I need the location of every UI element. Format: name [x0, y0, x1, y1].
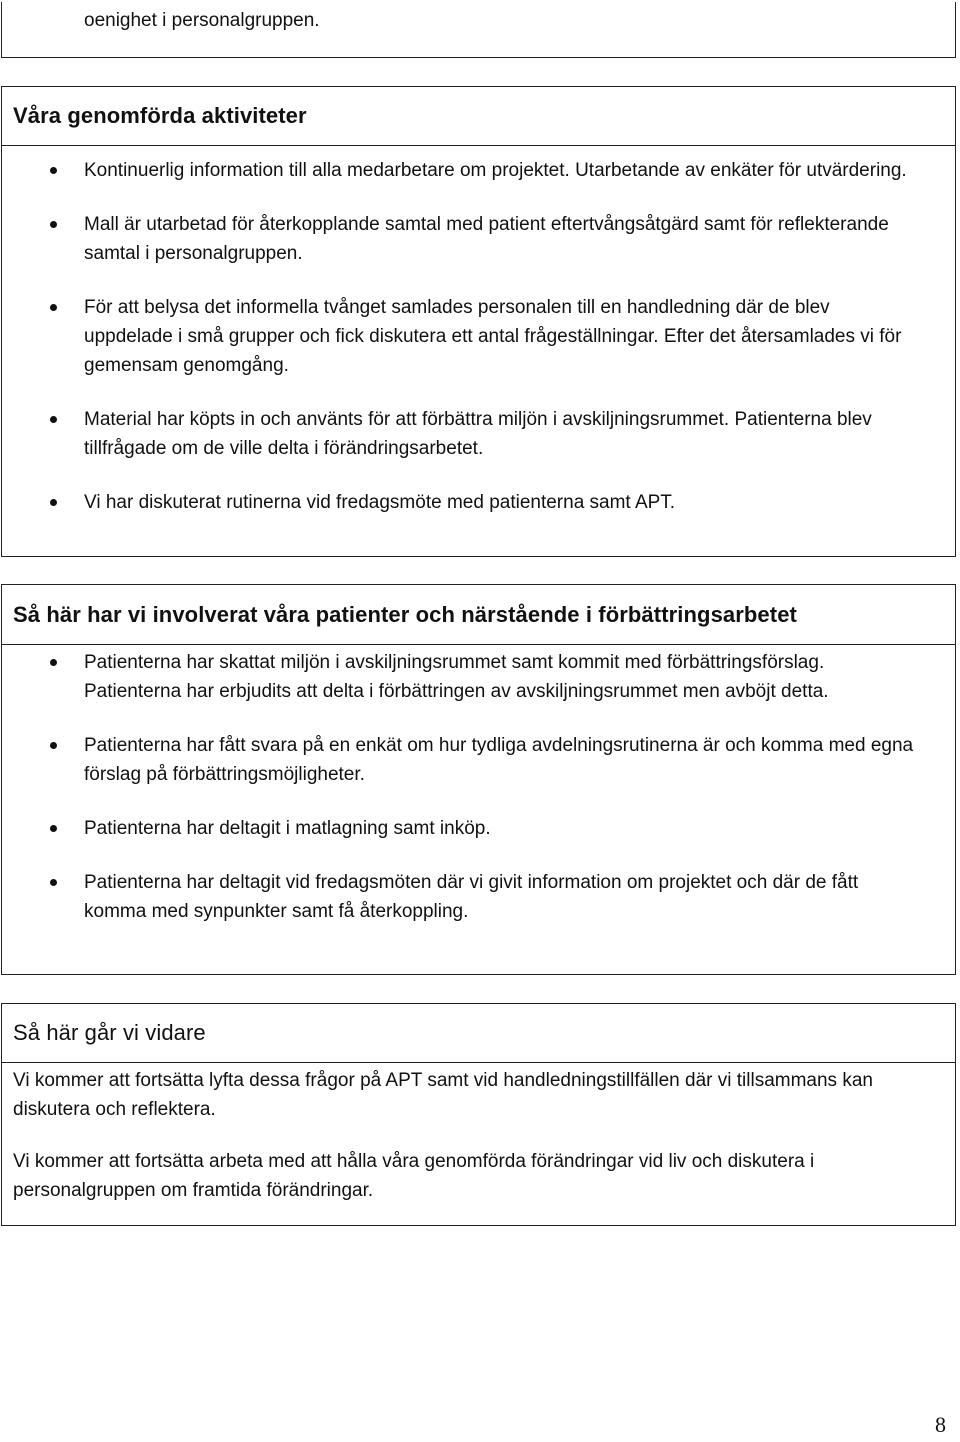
paragraph: Vi kommer att fortsätta arbeta med att hålla våra genomförda förändringar vid liv och diskutera i personalgruppen om framtida förändringar. — [13, 1151, 815, 1201]
top-fragment-text: oenighet i personalgruppen. — [84, 10, 320, 31]
list-item: Vi har diskuterat rutinerna vid fredagsmöte med patienterna samt APT. — [2, 488, 955, 517]
section-next-header — [2, 1004, 955, 1063]
page-number: 8 — [935, 1412, 946, 1437]
section-activities-title: Våra genomförda aktiviteter — [13, 103, 307, 128]
list-item: Patienterna har skattat miljön i avskiljningsrummet samt kommit med förbättringsförslag. Patienterna har erbjudits att delta i förbättringen av avskiljningsrummet men avböjt detta. — [2, 648, 955, 706]
top-fragment-box — [1, 2, 956, 58]
section-activities — [1, 86, 956, 557]
section-next — [1, 1003, 956, 1226]
section-patients-header — [2, 585, 955, 645]
section-patients-title: Så här har vi involverat våra patienter och närstående i förbättringsarbetet — [13, 601, 797, 627]
section-patients — [1, 584, 956, 975]
section-activities-header — [2, 87, 955, 146]
paragraph: Vi kommer att fortsätta lyfta dessa frågor på APT samt vid handledningstillfällen där vi tillsammans kan diskutera och reflektera. — [13, 1070, 873, 1120]
activities-list — [2, 146, 955, 517]
list-item: Material har köpts in och använts för att förbättra miljön i avskiljningsrummet. Patienterna blev tillfrågade om de ville delta i förändringsarbetet. — [2, 405, 955, 463]
patients-list — [2, 645, 955, 926]
list-item: Kontinuerlig information till alla medarbetare om projektet. Utarbetande av enkäter för utvärdering. — [2, 156, 955, 185]
list-item: Patienterna har fått svara på en enkät om hur tydliga avdelningsrutinerna är och komma med egna förslag på förbättringsmöjligheter. — [2, 731, 955, 789]
section-next-title: Så här går vi vidare — [13, 1020, 206, 1045]
list-item: För att belysa det informella tvånget samlades personalen till en handledning där de blev uppdelade i små grupper och fick diskutera ett antal frågeställningar. Efter det återsamlades vi för gemensam genomgång. — [2, 293, 955, 380]
next-paragraphs — [2, 1063, 955, 1205]
list-item: Patienterna har deltagit vid fredagsmöten där vi givit information om projektet och där de fått komma med synpunkter samt få återkoppling. — [2, 868, 955, 926]
list-item: Mall är utarbetad för återkopplande samtal med patient eftertvångsåtgärd samt för reflekterande samtal i personalgruppen. — [2, 210, 955, 268]
list-item: Patienterna har deltagit i matlagning samt inköp. — [2, 814, 955, 843]
